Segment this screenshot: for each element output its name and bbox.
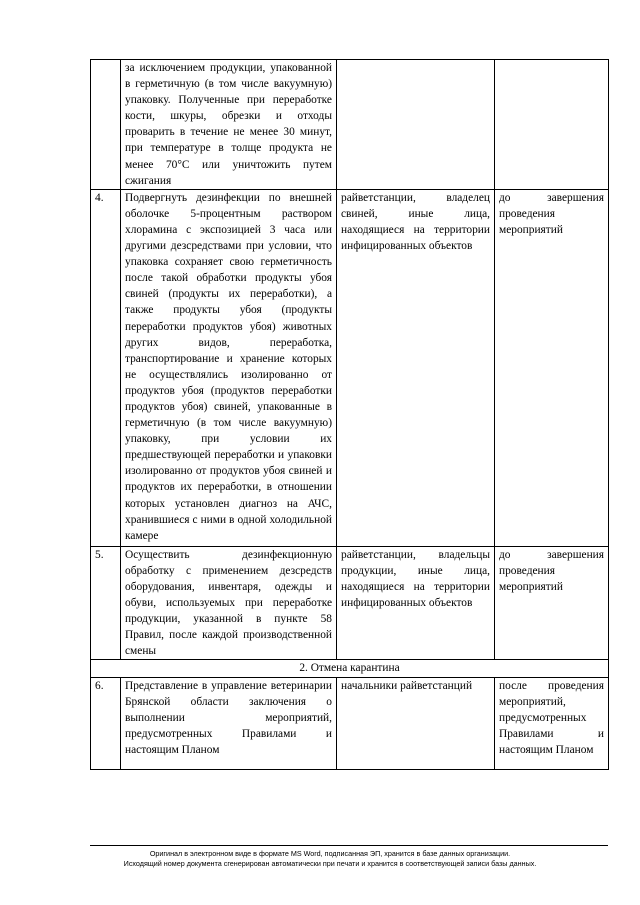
table-row	[91, 546, 609, 660]
table-row	[91, 677, 609, 769]
measure-cell: Подвергнуть дезинфекции по внешней оболочке 5-процентным раствором хлорамина с экспозицией 3 часа или другими дезсредствами при условии, что упаковка сохраняет свою герметичность после такой обработки продукты убоя свиней (продукты их переработки), а также продукты убоя (продукты переработки продуктов убоя) животных других видов, переработка, транспортирование и хранение которых не осуществлялись изолированно от продуктов убоя (продуктов переработки продуктов убоя) свиней, упакованные в герметичную (в том числе вакуумную) упаковку, при условии их предшествующей переработки и упаковки изолированно от продуктов убоя свиней и продуктов их переработки, в отношении которых установлен диагноз на АЧС, хранившиеся с ними в одной холодильной камере	[121, 189, 337, 546]
responsible-cell: райветстанции, владельцы продукции, иные лица, находящиеся на территории инфицированных объектов	[337, 546, 495, 660]
plan-table	[90, 59, 609, 770]
measure-cell: Представление в управление ветеринарии Брянской области заключения о выполнении мероприятий, предусмотренных Правилами и настоящим Планом	[121, 677, 337, 769]
responsible-cell: райветстанции, владелец свиней, иные лица, находящиеся на территории инфицированных объектов	[337, 189, 495, 546]
deadline-cell	[495, 60, 609, 190]
deadline-cell: после проведения мероприятий, предусмотренных Правилами и настоящим Планом	[495, 677, 609, 769]
row-number: 6.	[91, 677, 121, 769]
footer-line-original: Оригинал в электронном виде в формате MS Word, подписанная ЭП, хранится в базе данных организации.	[149, 849, 511, 858]
table-row	[91, 189, 609, 546]
measure-cell: за исключением продукции, упакованной в герметичную (в том числе вакуумную) упаковку. Полученные при переработке кости, шкуры, обрезки и отходы проварить в течение не менее 30 минут, при температуре в толще продукта не менее 70°С или уничтожить путем сжигания	[121, 60, 337, 190]
table-row	[91, 60, 609, 190]
footer-line-number: Исходящий номер документа сгенерирован автоматически при печати и хранится в соответствующей записи базы данных.	[123, 859, 537, 868]
page-footer	[60, 849, 600, 869]
section-row	[91, 660, 609, 677]
deadline-cell: до завершения проведения мероприятий	[495, 189, 609, 546]
row-number: 5.	[91, 546, 121, 660]
section-heading: 2. Отмена карантина	[91, 660, 609, 677]
row-number	[91, 60, 121, 190]
measure-cell: Осуществить дезинфекционную обработку с применением дезсредств оборудования, инвентаря, одежды и обуви, используемых при переработке продукции, указанной в пункте 58 Правил, после каждой производственной смены	[121, 546, 337, 660]
responsible-cell	[337, 60, 495, 190]
responsible-cell: начальники райветстанций	[337, 677, 495, 769]
footer-divider	[90, 845, 608, 846]
row-number: 4.	[91, 189, 121, 546]
deadline-cell: до завершения проведения мероприятий	[495, 546, 609, 660]
